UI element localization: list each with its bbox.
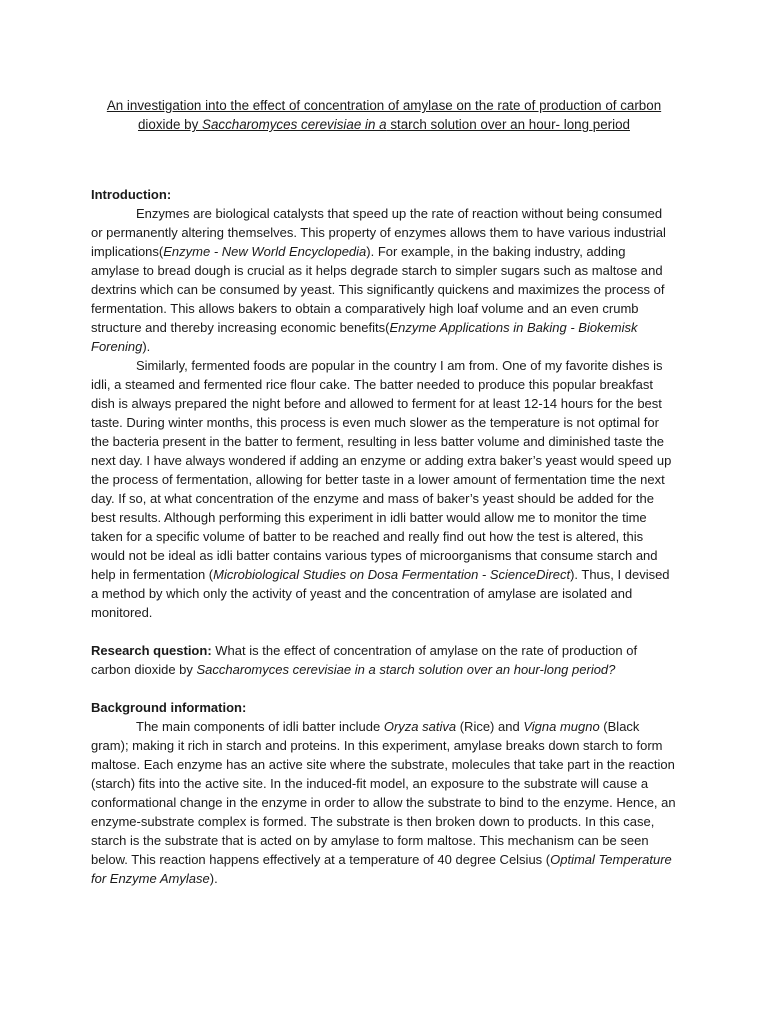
intro-p2-text-b: ). Thus, I devised a method by which only the activity of yeast and the concentration of amylase are isolated and monitored. xyxy=(91,567,670,620)
background-text-b: (Rice) and xyxy=(456,719,524,734)
citation-dosa-fermentation: Microbiological Studies on Dosa Fermentation - ScienceDirect xyxy=(213,567,571,582)
intro-p2-text-a: Similarly, fermented foods are popular in the country I am from. One of my favorite dishes is idli, a steamed and fermented rice flour cake. The batter needed to produce this popular breakfast dish is always prepared the night before and allowed to ferment for at least 12-14 hours for the best taste. During winter months, this process is even much slower as the temperature is not optimal for the bacteria present in the batter to ferment, resulting in less batter volume and diminished taste the next day. I have always wondered if adding an enzyme or adding extra baker’s yeast would speed up the process of fermentation, allowing for better taste in a lower amount of fermentation time the next day. If so, at what concentration of the enzyme and mass of baker’s yeast should be added for the best results. Although performing this experiment in idli batter would allow me to monitor the time taken for a specific volume of batter to be reached and really find out how the test is altered, this would not be ideal as idli batter contains various types of microorganisms that consume starch and help in fermentation ( xyxy=(91,358,672,582)
title-text: An investigation into the effect of concentration of amylase on the rate of production of carbon dioxide by xyxy=(106,98,662,132)
species-vigna-mugno: Vigna mugno xyxy=(523,719,600,734)
introduction-paragraph-2 xyxy=(91,356,677,622)
intro-p1-text-a: Enzymes are biological catalysts that speed up the rate of reaction without being consumed or permanently altering themselves. This property of enzymes allows them to have various industrial implications( xyxy=(91,206,666,259)
citation-enzyme-new-world: Enzyme - New World Encyclopedia xyxy=(163,244,367,259)
background-text-a: The main components of idli batter include xyxy=(136,719,384,734)
background-text-c: (Black gram); making it rich in starch and proteins. In this experiment, amylase breaks down starch to form maltose. Each enzyme has an active site where the substrate, molecules that take part in the reaction (starch) fits into the active site. In the induced-fit model, an exposure to the substrate will cause a conformational change in the enzyme in order to allow the substrate to bind to the enzyme. Hence, an enzyme-substrate complex is formed. The substrate is then broken down to products. In this case, starch is the substrate that is acted on by amylase to form maltose. This mechanism can be seen below. This reaction happens effectively at a temperature of 40 degree Celsius ( xyxy=(91,719,676,867)
spacer xyxy=(91,622,677,641)
spacer xyxy=(91,679,677,698)
research-question-italic: Saccharomyces cerevisiae in a starch solution over an hour-long period? xyxy=(196,662,616,677)
research-question-label: Research question: xyxy=(91,643,212,658)
introduction-heading: Introduction: xyxy=(91,187,172,202)
intro-p1-text-c: ). xyxy=(142,339,151,354)
background-heading: Background information: xyxy=(91,700,247,715)
intro-p1-text-b: ). For example, in the baking industry, adding amylase to bread dough is crucial as it helps degrade starch to simpler sugars such as maltose and dextrins which can be consumed by yeast. This significantly quickens and maximizes the process of fermentation. This allows bakers to obtain a comparatively high loaf volume and an even crumb structure and thereby increasing economic benefits( xyxy=(91,244,665,335)
introduction-paragraph-1 xyxy=(91,204,677,356)
document-title xyxy=(91,96,677,134)
background-text-d: ). xyxy=(209,871,218,886)
title-species: Saccharomyces cerevisiae in a xyxy=(202,117,387,132)
research-question-text: What is the effect of concentration of amylase on the rate of production of carbon dioxide by xyxy=(91,643,638,677)
background-paragraph xyxy=(91,717,677,888)
citation-optimal-temperature: Optimal Temperature for Enzyme Amylase xyxy=(91,852,672,886)
title-text-end: starch solution over an hour- long period xyxy=(386,117,630,132)
research-question xyxy=(91,641,677,679)
citation-enzyme-applications: Enzyme Applications in Baking - Biokemisk Forening xyxy=(91,320,638,354)
species-oryza-sativa: Oryza sativa xyxy=(383,719,457,734)
